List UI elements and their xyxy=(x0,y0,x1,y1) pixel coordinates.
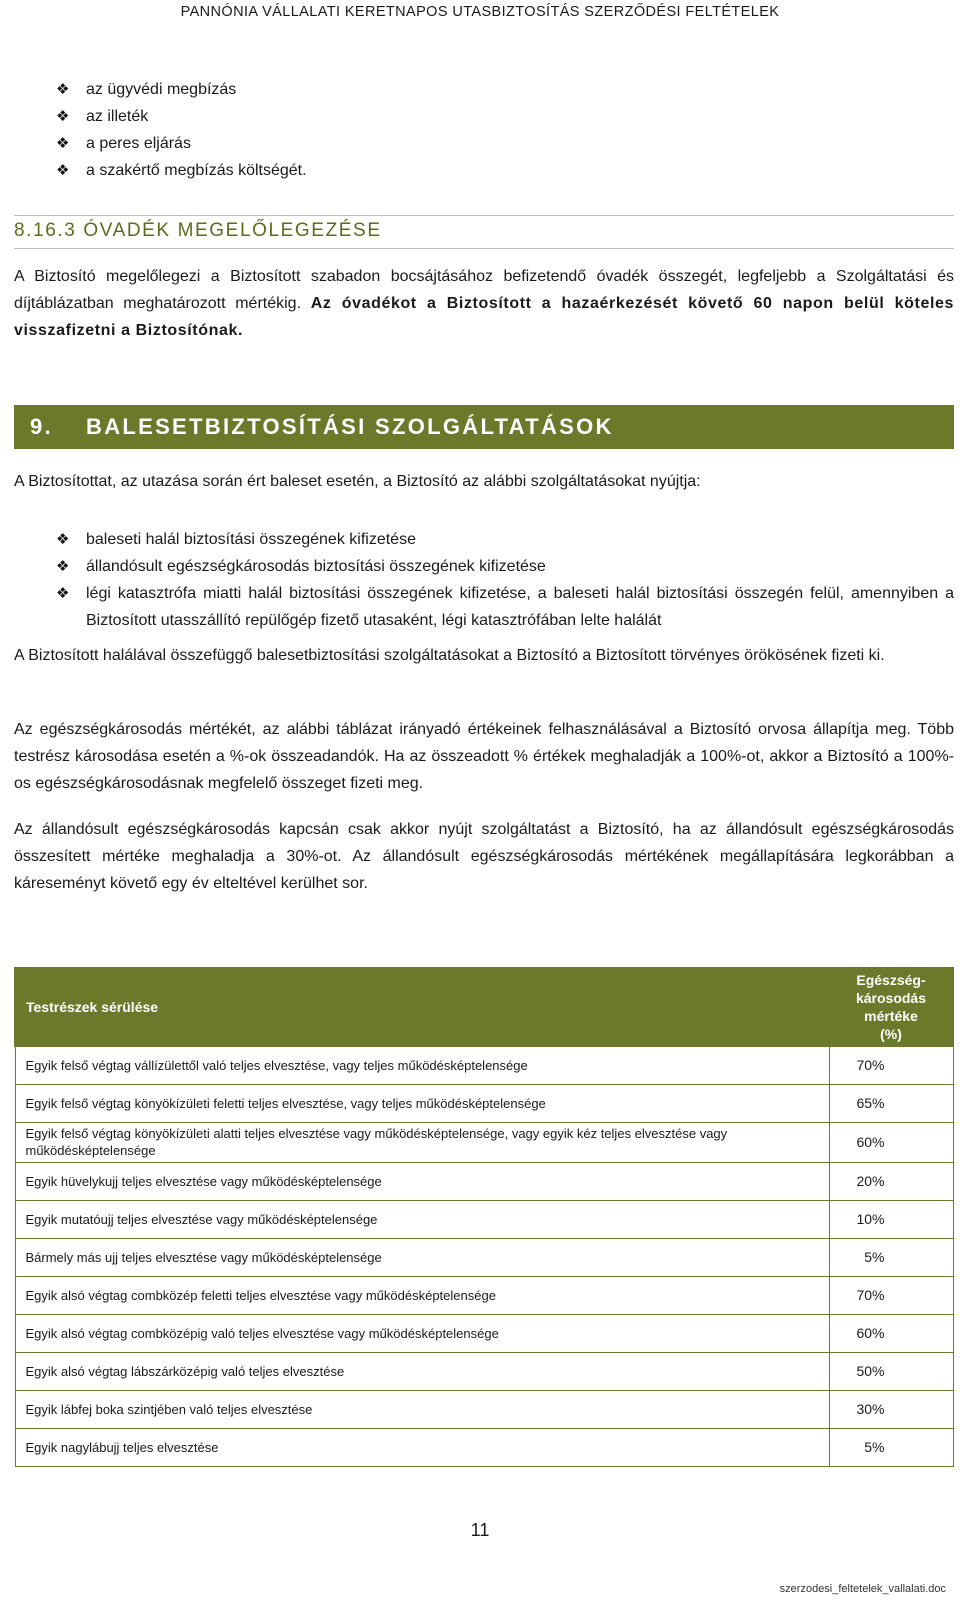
list-item: ❖ az illeték xyxy=(56,103,307,130)
injury-cell: Egyik nagylábujj teljes elvesztése xyxy=(15,1428,829,1466)
table-row xyxy=(15,1084,953,1122)
page-number: 11 xyxy=(470,1520,490,1540)
list-item: ❖ az ügyvédi megbízás xyxy=(56,76,307,103)
table-row xyxy=(15,1390,953,1428)
subsection-heading xyxy=(14,215,954,249)
subsection-title: ÓVADÉK MEGELŐLEGEZÉSE xyxy=(83,220,382,241)
document-filename: szerzodesi_feltetelek_vallalati.doc xyxy=(779,1583,946,1595)
percentage-cell: 65% xyxy=(829,1084,953,1122)
table-row xyxy=(15,1162,953,1200)
heirs-paragraph: A Biztosított halálával összefüggő balesetbiztosítási szolgáltatásokat a Biztosító a Biztosított törvényes örökösének fizeti ki. xyxy=(14,647,885,664)
diamond-bullet-icon: ❖ xyxy=(56,162,70,179)
diamond-bullet-icon: ❖ xyxy=(56,585,70,602)
diamond-bullet-icon: ❖ xyxy=(56,558,70,575)
injury-cell: Egyik alsó végtag lábszárközépig való teljes elvesztése xyxy=(15,1352,829,1390)
list-item: ❖ a szakértő megbízás költségét. xyxy=(56,157,307,184)
injury-cell: Egyik felső végtag könyökízületi feletti teljes elvesztése, vagy teljes működésképtelensége xyxy=(15,1084,829,1122)
section-title: BALESETBIZTOSÍTÁSI SZOLGÁLTATÁSOK xyxy=(86,414,614,439)
list-item: ❖ légi katasztrófa miatti halál biztosítási összegének kifizetése, a baleseti halál biztosítási összegén felül, amennyiben a Biztosított utasszállító repülőgép fizető utasaként, légi katasztrófában lelte halálát xyxy=(56,580,954,634)
injury-cell: Egyik alsó végtag combközép feletti teljes elvesztése vagy működésképtelensége xyxy=(15,1276,829,1314)
table-row xyxy=(15,1314,953,1352)
diamond-bullet-icon: ❖ xyxy=(56,531,70,548)
injury-cell: Egyik felső végtag könyökízületi alatti teljes elvesztése vagy működésképtelensége, vagy egyik kéz teljes elvesztése vagy működésképtelensége xyxy=(15,1122,829,1162)
percentage-cell: 50% xyxy=(829,1352,953,1390)
table-row xyxy=(15,1122,953,1162)
diamond-bullet-icon: ❖ xyxy=(56,81,70,98)
percentage-cell: 70% xyxy=(829,1046,953,1084)
services-list xyxy=(56,526,954,634)
percentage-cell: 10% xyxy=(829,1200,953,1238)
threshold-paragraph: Az állandósult egészségkárosodás kapcsán csak akkor nyújt szolgáltatást a Biztosító, ha az állandósult egészségkárosodás összesített mértéke meghaladja a 30%-ot. Az állandósult egészségkárosodás mértékének megállapítására legkorábban a káreseményt követő egy év elteltével kerülhet sor. xyxy=(14,821,954,892)
table-row xyxy=(15,1428,953,1466)
injury-cell: Egyik alsó végtag combközépig való teljes elvesztése vagy működésképtelensége xyxy=(15,1314,829,1352)
injury-cell: Egyik felső végtag vállízülettől való teljes elvesztése, vagy teljes működésképtelensége xyxy=(15,1046,829,1084)
diamond-bullet-icon: ❖ xyxy=(56,135,70,152)
cost-list xyxy=(56,76,307,184)
column-header-injury: Testrészek sérülése xyxy=(15,968,829,1046)
section-number: 9. xyxy=(30,414,53,439)
list-item: ❖ baleseti halál biztosítási összegének kifizetése xyxy=(56,526,954,553)
percentage-cell: 60% xyxy=(829,1314,953,1352)
percentage-cell: 70% xyxy=(829,1276,953,1314)
subsection-number: 8.16.3 xyxy=(14,220,77,241)
percentage-cell: 20% xyxy=(829,1162,953,1200)
running-header: PANNÓNIA VÁLLALATI KERETNAPOS UTASBIZTOSÍTÁS SZERZŐDÉSI FELTÉTELEK xyxy=(180,4,780,20)
list-item: ❖ a peres eljárás xyxy=(56,130,307,157)
diamond-bullet-icon: ❖ xyxy=(56,108,70,125)
section-intro: A Biztosítottat, az utazása során ért baleset esetén, a Biztosító az alábbi szolgáltatásokat nyújtja: xyxy=(14,473,701,490)
table-row xyxy=(15,1046,953,1084)
injury-cell: Egyik mutatóujj teljes elvesztése vagy működésképtelensége xyxy=(15,1200,829,1238)
table-row xyxy=(15,1352,953,1390)
percentage-cell: 5% xyxy=(829,1238,953,1276)
bail-repayment-note: Az óvadékot a Biztosított a hazaérkezését követő 60 napon belül köteles visszafizetni a Biztosítónak. xyxy=(14,295,954,339)
percentage-cell: 30% xyxy=(829,1390,953,1428)
table-row xyxy=(15,1238,953,1276)
assessment-paragraph: Az egészségkárosodás mértékét, az alábbi táblázat irányadó értékeinek felhasználásával a Biztosító orvosa állapítja meg. Több testrész károsodása esetén a %-ok összeadandók. Ha az összeadott % értékek meghaladják a 100%-ot, akkor a Biztosító a 100%-os egészségkárosodásnak megfelelő összeget fizeti meg. xyxy=(14,721,954,792)
percentage-cell: 60% xyxy=(829,1122,953,1162)
injury-cell: Egyik hüvelykujj teljes elvesztése vagy működésképtelensége xyxy=(15,1162,829,1200)
section-heading xyxy=(14,405,954,449)
list-item: ❖ állandósult egészségkárosodás biztosítási összegének kifizetése xyxy=(56,553,954,580)
injury-cell: Bármely más ujj teljes elvesztése vagy működésképtelensége xyxy=(15,1238,829,1276)
injury-percentage-table xyxy=(14,967,954,1467)
bail-paragraph: A Biztosító megelőlegezi a Biztosított szabadon bocsájtásához befizetendő óvadék összegét, legfeljebb a Szolgáltatási és díjtáblázatban meghatározott mértékig. Az óvadékot a Biztosított a hazaérkezését követő 60 napon belül köteles visszafizetni a Biztosítónak. xyxy=(14,268,954,339)
injury-cell: Egyik lábfej boka szintjében való teljes elvesztése xyxy=(15,1390,829,1428)
table-row xyxy=(15,1200,953,1238)
column-header-percentage: Egészség- károsodás mértéke (%) xyxy=(829,968,953,1046)
table-header-row xyxy=(15,968,953,1046)
table-row xyxy=(15,1276,953,1314)
percentage-cell: 5% xyxy=(829,1428,953,1466)
